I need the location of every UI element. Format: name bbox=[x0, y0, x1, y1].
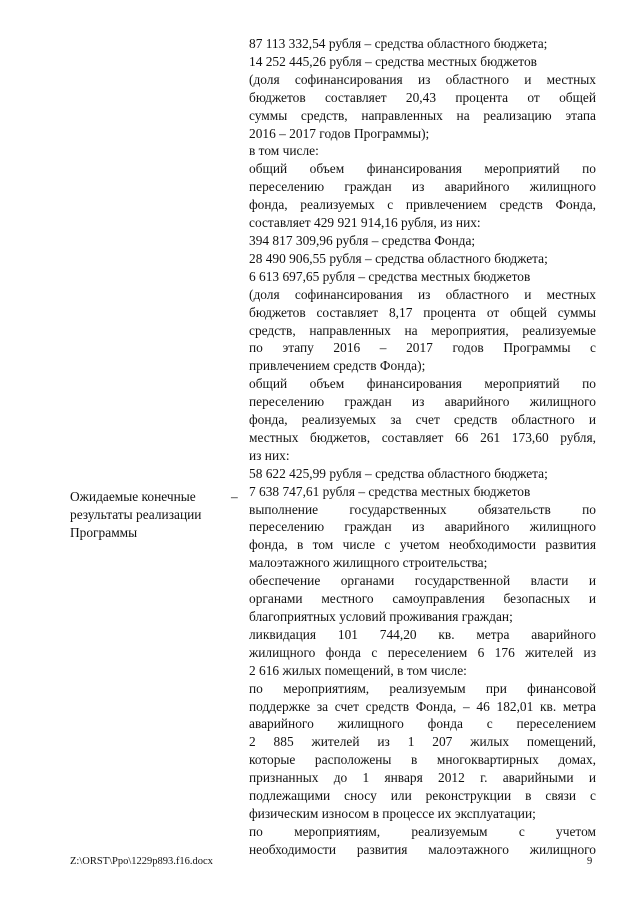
section-label-line: результаты реализации bbox=[70, 506, 202, 522]
footer-file-path: Z:\ORST\Ppo\1229p893.f16.docx bbox=[70, 856, 213, 867]
text-line: по мероприятиям, реализуемым при финансовой bbox=[249, 680, 596, 696]
text-line: из них: bbox=[249, 447, 290, 463]
section-label-line: Программы bbox=[70, 524, 138, 540]
text-line: поддержке за счет средств Фонда, – 46 182,01 кв. метра bbox=[249, 698, 596, 714]
text-line: 2 885 жителей из 1 207 жилых помещений, bbox=[249, 734, 596, 750]
text-line: местных бюджетов, составляет 66 261 173,60 рубля, bbox=[249, 429, 596, 445]
text-line: фонда, реализуемых с привлечением средств Фонда, bbox=[249, 197, 596, 213]
text-line: фонда, в том числе с учетом необходимости развития bbox=[249, 537, 596, 553]
section-label bbox=[70, 488, 230, 542]
text-line: (доля софинансирования из областного и местных bbox=[249, 71, 596, 87]
section-label-line: Ожидаемые конечные bbox=[70, 489, 196, 504]
program-text-column bbox=[249, 35, 596, 859]
text-line: признанных до 1 января 2012 г. аварийными и bbox=[249, 770, 596, 786]
text-line: 14 252 445,26 рубля – средства местных бюджетов bbox=[249, 53, 537, 69]
text-line: переселению граждан из аварийного жилищного bbox=[249, 394, 596, 410]
text-line: органами местного самоуправления безопасных и bbox=[249, 591, 596, 607]
text-line: 87 113 332,54 рубля – средства областного бюджета; bbox=[249, 36, 548, 51]
text-line: бюджетов составляет 20,43 процента от общей bbox=[249, 89, 596, 105]
text-line: по этапу 2016 – 2017 годов Программы с bbox=[249, 340, 596, 356]
text-line: 58 622 425,99 рубля – средства областного бюджета; bbox=[249, 465, 548, 481]
text-line: 7 638 747,61 рубля – средства местных бюджетов bbox=[249, 483, 531, 499]
text-line: (доля софинансирования из областного и местных bbox=[249, 286, 596, 302]
text-line: физическим износом в процессе их эксплуатации; bbox=[249, 805, 536, 821]
text-line: средств, направленных на мероприятия, реализуемые bbox=[249, 322, 596, 338]
text-line: жилищного фонда с переселением 6 176 жителей из bbox=[249, 644, 596, 660]
text-line: необходимости развития малоэтажного жилищного bbox=[249, 841, 596, 857]
text-line: общий объем финансирования мероприятий по bbox=[249, 161, 596, 177]
text-line: благоприятных условий проживания граждан; bbox=[249, 609, 513, 624]
text-line: переселению граждан из аварийного жилищного bbox=[249, 519, 596, 535]
page-number: 9 bbox=[587, 856, 593, 867]
text-line: суммы средств, направленных на реализацию этапа bbox=[249, 107, 596, 123]
text-line: привлечением средств Фонда); bbox=[249, 358, 426, 374]
text-line: 2 616 жилых помещений, в том числе: bbox=[249, 662, 467, 678]
text-line: подлежащими сносу или реконструкции в связи с bbox=[249, 788, 596, 804]
text-line: аварийного жилищного фонда с переселением bbox=[249, 716, 596, 732]
text-line: общий объем финансирования мероприятий по bbox=[249, 376, 596, 392]
text-line: по мероприятиям, реализуемым с учетом bbox=[249, 823, 596, 839]
text-line: которые расположены в многоквартирных домах, bbox=[249, 752, 596, 768]
text-line: бюджетов составляет 8,17 процента от общей суммы bbox=[249, 304, 596, 320]
text-line: фонда, реализуемых за счет средств областного и bbox=[249, 412, 596, 428]
text-line: 28 490 906,55 рубля – средства областного бюджета; bbox=[249, 250, 548, 266]
label-dash: – bbox=[231, 489, 238, 504]
text-line: ликвидация 101 744,20 кв. метра аварийного bbox=[249, 626, 596, 642]
text-line: обеспечение органами государственной власти и bbox=[249, 573, 596, 589]
text-line: 6 613 697,65 рубля – средства местных бюджетов bbox=[249, 268, 531, 284]
text-line: составляет 429 921 914,16 рубля, из них: bbox=[249, 215, 481, 231]
text-line: 2016 – 2017 годов Программы); bbox=[249, 125, 430, 141]
text-line: переселению граждан из аварийного жилищного bbox=[249, 179, 596, 195]
text-line: выполнение государственных обязательств по bbox=[249, 501, 596, 517]
text-line: в том числе: bbox=[249, 143, 319, 159]
text-line: малоэтажного жилищного строительства; bbox=[249, 555, 488, 571]
text-line: 394 817 309,96 рубля – средства Фонда; bbox=[249, 232, 476, 248]
